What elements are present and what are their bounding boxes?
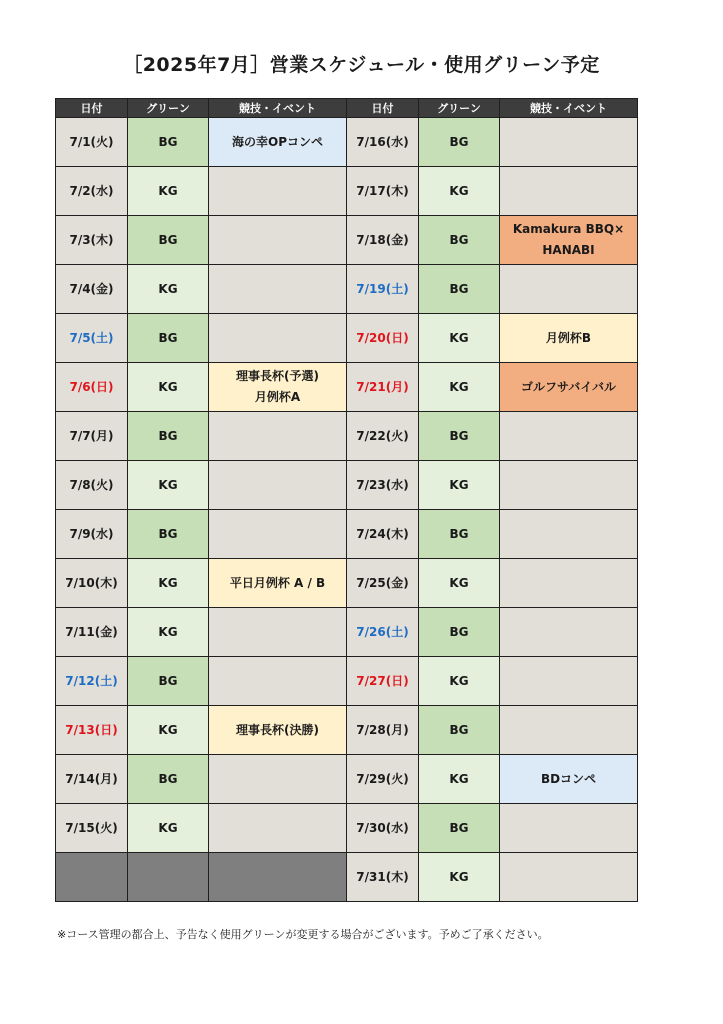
- date-cell: 7/6(日): [56, 363, 128, 412]
- date-cell: 7/30(水): [347, 804, 419, 853]
- header-event-right: 競技・イベント: [500, 99, 638, 118]
- green-cell: KG: [419, 314, 500, 363]
- event-cell: [500, 608, 638, 657]
- page-title: ［2025年7月］営業スケジュール・使用グリーン予定: [123, 54, 600, 76]
- green-cell: BG: [419, 412, 500, 461]
- event-cell: 海の幸OPコンペ: [209, 118, 347, 167]
- date-cell: 7/27(日): [347, 657, 419, 706]
- green-cell: KG: [419, 755, 500, 804]
- event-cell: Kamakura BBQ× HANABI: [500, 216, 638, 265]
- table-row: [56, 510, 638, 559]
- table-row: [56, 608, 638, 657]
- event-cell: 理事長杯(予選) 月例杯A: [209, 363, 347, 412]
- date-cell: 7/9(水): [56, 510, 128, 559]
- table-row: [56, 657, 638, 706]
- green-cell: BG: [128, 755, 209, 804]
- date-cell: 7/19(土): [347, 265, 419, 314]
- green-cell: BG: [128, 510, 209, 559]
- green-cell: BG: [419, 118, 500, 167]
- date-cell: 7/18(金): [347, 216, 419, 265]
- event-cell: BDコンペ: [500, 755, 638, 804]
- green-cell: KG: [128, 608, 209, 657]
- date-cell: 7/26(土): [347, 608, 419, 657]
- event-cell: [500, 853, 638, 902]
- event-cell: [500, 804, 638, 853]
- date-cell: 7/23(水): [347, 461, 419, 510]
- table-row: [56, 804, 638, 853]
- green-cell: KG: [128, 265, 209, 314]
- table-row: [56, 853, 638, 902]
- green-cell: KG: [419, 853, 500, 902]
- green-cell: BG: [128, 216, 209, 265]
- event-cell: [209, 853, 347, 902]
- green-cell: KG: [419, 559, 500, 608]
- table-row: [56, 118, 638, 167]
- date-cell: 7/21(月): [347, 363, 419, 412]
- footnote: ※コース管理の都合上、予告なく使用グリーンが変更する場合がございます。予めご了承ください。: [57, 928, 549, 941]
- event-cell: [209, 314, 347, 363]
- table-row: [56, 167, 638, 216]
- event-cell: [209, 608, 347, 657]
- header-date-right: 日付: [347, 99, 419, 118]
- event-cell: ゴルフサバイバル: [500, 363, 638, 412]
- date-cell: 7/4(金): [56, 265, 128, 314]
- green-cell: BG: [128, 118, 209, 167]
- table-row: [56, 559, 638, 608]
- event-cell: [209, 510, 347, 559]
- date-cell: 7/3(木): [56, 216, 128, 265]
- green-cell: BG: [419, 706, 500, 755]
- table-row: [56, 216, 638, 265]
- green-cell: BG: [419, 804, 500, 853]
- table-header-row: [56, 99, 638, 118]
- green-cell: BG: [419, 216, 500, 265]
- table-row: [56, 412, 638, 461]
- date-cell: 7/17(木): [347, 167, 419, 216]
- green-cell: KG: [128, 461, 209, 510]
- date-cell: 7/5(土): [56, 314, 128, 363]
- event-cell: [500, 510, 638, 559]
- date-cell: 7/7(月): [56, 412, 128, 461]
- date-cell: 7/1(火): [56, 118, 128, 167]
- date-cell: 7/13(日): [56, 706, 128, 755]
- event-cell: [209, 216, 347, 265]
- date-cell: 7/14(月): [56, 755, 128, 804]
- green-cell: KG: [419, 657, 500, 706]
- green-cell: [128, 853, 209, 902]
- event-cell: [209, 412, 347, 461]
- event-cell: [209, 265, 347, 314]
- date-cell: 7/22(火): [347, 412, 419, 461]
- date-cell: 7/11(金): [56, 608, 128, 657]
- green-cell: BG: [419, 608, 500, 657]
- date-cell: 7/28(月): [347, 706, 419, 755]
- event-cell: 平日月例杯 A / B: [209, 559, 347, 608]
- green-cell: KG: [128, 363, 209, 412]
- table-row: [56, 363, 638, 412]
- event-cell: [209, 755, 347, 804]
- event-cell: [500, 118, 638, 167]
- green-cell: KG: [128, 167, 209, 216]
- schedule-table: [55, 98, 638, 902]
- date-cell: 7/25(金): [347, 559, 419, 608]
- table-row: [56, 706, 638, 755]
- green-cell: BG: [419, 265, 500, 314]
- date-cell: 7/10(木): [56, 559, 128, 608]
- green-cell: KG: [128, 706, 209, 755]
- table-row: [56, 755, 638, 804]
- header-green-left: グリーン: [128, 99, 209, 118]
- date-cell: 7/15(火): [56, 804, 128, 853]
- event-cell: [209, 167, 347, 216]
- date-cell: 7/8(火): [56, 461, 128, 510]
- event-cell: [500, 706, 638, 755]
- date-cell: 7/16(水): [347, 118, 419, 167]
- event-cell: [500, 265, 638, 314]
- header-green-right: グリーン: [419, 99, 500, 118]
- event-cell: [209, 657, 347, 706]
- date-cell: [56, 853, 128, 902]
- green-cell: KG: [128, 559, 209, 608]
- date-cell: 7/29(火): [347, 755, 419, 804]
- green-cell: KG: [419, 167, 500, 216]
- event-cell: 理事長杯(決勝): [209, 706, 347, 755]
- header-date-left: 日付: [56, 99, 128, 118]
- green-cell: BG: [128, 314, 209, 363]
- date-cell: 7/20(日): [347, 314, 419, 363]
- header-event-left: 競技・イベント: [209, 99, 347, 118]
- event-cell: [209, 804, 347, 853]
- table-row: [56, 314, 638, 363]
- event-cell: [500, 461, 638, 510]
- green-cell: BG: [419, 510, 500, 559]
- table-row: [56, 461, 638, 510]
- green-cell: KG: [419, 363, 500, 412]
- event-cell: [500, 559, 638, 608]
- event-cell: [500, 657, 638, 706]
- date-cell: 7/12(土): [56, 657, 128, 706]
- date-cell: 7/31(木): [347, 853, 419, 902]
- event-cell: [500, 167, 638, 216]
- date-cell: 7/2(水): [56, 167, 128, 216]
- green-cell: KG: [419, 461, 500, 510]
- green-cell: KG: [128, 804, 209, 853]
- event-cell: 月例杯B: [500, 314, 638, 363]
- green-cell: BG: [128, 657, 209, 706]
- table-row: [56, 265, 638, 314]
- date-cell: 7/24(木): [347, 510, 419, 559]
- event-cell: [209, 461, 347, 510]
- green-cell: BG: [128, 412, 209, 461]
- event-cell: [500, 412, 638, 461]
